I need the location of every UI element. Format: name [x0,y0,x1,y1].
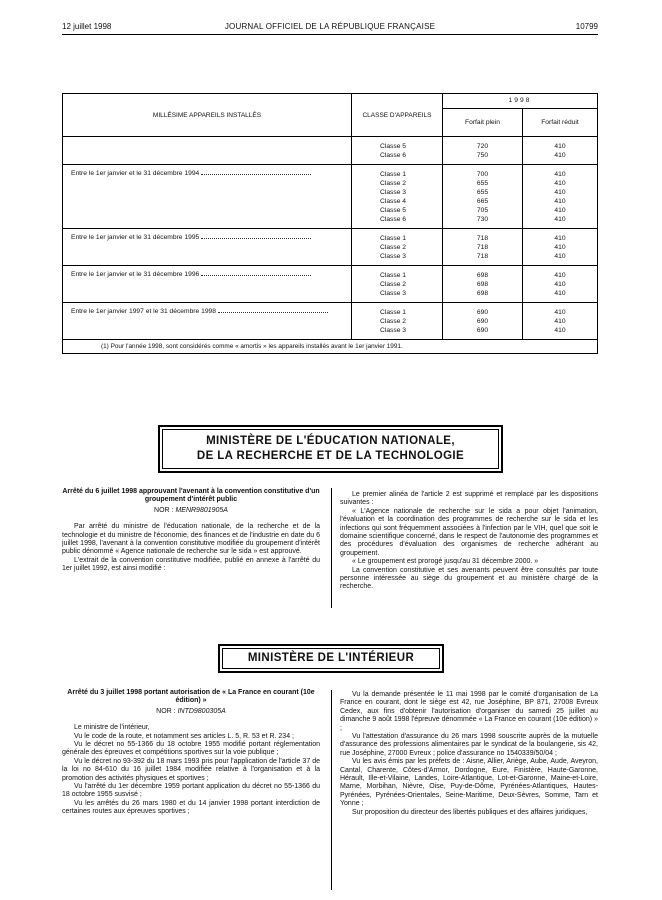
leader-dots [201,275,311,276]
reduit-value: 410 [554,235,566,242]
plein-value: 655 [476,180,489,187]
paragraph: Le premier alinéa de l'article 2 est supprimé et remplacé par les dispositions suivantes : [340,491,598,507]
class-value: Classe 3 [380,327,407,334]
plein-cell [443,266,523,303]
table-row [63,229,598,266]
plein-value: 720 [476,143,489,150]
table-row [63,165,598,229]
arrete1-title: Arrêté du 6 juillet 1998 approuvant l'avenant à la convention constitutive d'un groupement d'intérêt public [62,488,320,504]
plein-value: 730 [476,216,489,223]
paragraph: Vu l'attestation d'assurance du 26 mars 1998 souscrite auprès de la mutuelle d'assurance des professions alimentaires par le syndicat de la boulangerie, sis 42, rue Joséphine, 27000 Evreux ; police d'assurance no 1540339/50/04 ; [340,733,598,757]
plein-value: 750 [476,152,489,159]
class-value: Classe 1 [380,309,407,316]
reduit-value: 410 [554,152,566,159]
class-value: Classe 6 [380,216,407,223]
plein-value: 698 [476,290,489,297]
header-journal-title: JOURNAL OFFICIEL DE LA RÉPUBLIQUE FRANÇAISE [224,22,436,31]
class-value: Classe 2 [380,180,407,187]
ministry-interior-banner [218,644,444,673]
reduit-value: 410 [554,180,566,187]
period-label: Entre le 1er janvier 1997 et le 31 décembre 1998 [63,303,352,340]
paragraph: L'extrait de la convention constitutive modifiée, publié en annexe à l'arrêté du 1er juillet 1992, est ainsi modifié : [62,556,320,573]
arrete2-right-column [340,691,598,817]
class-value: Classe 1 [380,235,407,242]
arrete2-nor: NOR : INTD9800305A [156,707,226,715]
arrete1-left-text [62,523,320,573]
paragraph: « Le groupement est prorogé jusqu'au 31 décembre 2000. » [352,558,539,566]
reduit-value: 410 [554,309,566,316]
reduit-cell [523,229,598,266]
reduit-value: 410 [554,290,566,297]
reduit-cell [523,266,598,303]
leader-dots [201,174,311,175]
plein-cell [443,165,523,229]
class-value: Classe 2 [380,318,407,325]
reduit-cell [523,303,598,340]
plein-value: 690 [476,327,489,334]
col-header-reduit: Forfait réduit [523,108,598,136]
period-label [63,137,352,165]
period-label: Entre le 1er janvier et le 31 décembre 1995 [63,229,352,266]
paragraph: Vu les avis émis par les préfets de : Aisne, Allier, Ariège, Aube, Aude, Aveyron, Cantal, Charente, Côtes-d'Armor, Dordogne, Eure, Finistère, Haute-Garonne, Hérault, Ille-et-Vilaine, Landes, Loire-Atlantique, Lot-et-Garonne, Maine-et-Loire, Marne, Morbihan, Nièvre, Oise, Puy-de-Dôme, Pyrénées-Atlantiques, Hautes-Pyrénées, Pyrénées-Orientales, Seine-Maritime, Deux-Sèvres, Somme, Tarn et Yonne ; [340,758,598,808]
table-row [63,137,598,165]
paragraph: Vu l'arrêté du 1er décembre 1959 portant application du décret no 55-1366 du 18 octobre 1955 susvisé ; [62,783,320,799]
col-header-millesime: MILLÉSIME APPAREILS INSTALLÉS [63,94,352,137]
reduit-value: 410 [554,253,566,260]
leader-dots [218,312,328,313]
reduit-value: 410 [554,171,566,178]
column-separator [331,690,332,890]
header-rule [62,34,598,35]
plein-value: 698 [476,272,489,279]
plein-value: 718 [476,244,489,251]
reduit-value: 410 [554,244,566,251]
class-cell [352,165,443,229]
plein-value: 665 [476,198,489,205]
arrete1-left-column [62,488,320,574]
paragraph: Vu les arrêtés du 26 mars 1980 et du 14 janvier 1998 portant interdiction de certaines routes aux épreuves sportives ; [62,799,320,816]
reduit-value: 410 [554,143,566,150]
reduit-value: 410 [554,272,566,279]
arrete2-left-text [62,724,320,816]
plein-value: 690 [476,318,489,325]
paragraph: Vu le code de la route, et notamment ses articles L. 5, R. 53 et R. 234 ; [74,732,294,740]
class-value: Classe 1 [380,171,407,178]
arrete2-right-text [340,691,598,817]
arrete1-right-text [340,491,598,592]
ministry-education-line1: MINISTÈRE DE L'ÉDUCATION NATIONALE, [206,435,455,447]
class-value: Classe 1 [380,272,407,279]
reduit-value: 410 [554,318,566,325]
paragraph: Vu le décret no 93-392 du 18 mars 1993 pris pour l'application de l'article 37 de la loi no 84-610 du 16 juillet 1984 modifiée relative à l'organisation et à la promotion des activités physiques et sportives ; [62,757,320,782]
paragraph: « L'Agence nationale de recherche sur le sida a pour objet l'animation, l'évaluation et la coordination des programmes de recherche sur le sida et les infections qui sont fréquemment associées à l'infection par le VIH, quel que soit le domaine scientifique concerné, dans le respect de l'autonomie des programmes et des procédures d'évaluation des organismes de recherche adhérant au groupement. [340,507,598,557]
period-label: Entre le 1er janvier et le 31 décembre 1996 [63,266,352,303]
reduit-value: 410 [554,216,566,223]
col-header-classe: CLASSE D'APPAREILS [352,94,443,137]
plein-cell [443,303,523,340]
plein-value: 655 [476,189,489,196]
col-header-plein: Forfait plein [443,108,523,136]
class-value: Classe 5 [380,143,407,150]
header-page-number: 10799 [575,22,598,31]
class-value: Classe 3 [380,189,407,196]
table-body [63,137,598,340]
arrete2-title: Arrêté du 3 juillet 1998 portant autorisation de « La France en courant (10e édition) » [67,689,315,705]
plein-cell [443,137,523,165]
reduit-cell [523,165,598,229]
leader-dots [201,238,311,239]
table-row [63,303,598,340]
plein-value: 705 [476,207,489,214]
paragraph: Vu le décret no 55-1366 du 18 octobre 1955 modifié portant réglementation générale des épreuves et compétitions sportives sur la voie publique ; [62,741,320,757]
arrete1-nor: NOR : MENR9801905A [154,506,228,514]
ministry-education-line2: DE LA RECHERCHE ET DE LA TECHNOLOGIE [196,450,465,462]
paragraph: Vu la demande présentée le 11 mai 1998 par le comité d'organisation de La France en courant, dont le siège est 42, rue Joséphine, BP 871, 27008 Evreux Cedex, aux fins d'obtenir l'autorisation d'organiser du samedi 25 juillet au dimanche 9 août 1998 l'épreuve dénommée « La France en courant (10e édition) » ; [340,691,598,732]
class-cell [352,266,443,303]
plein-cell [443,229,523,266]
reduit-value: 410 [554,198,566,205]
column-separator [331,488,332,608]
header-date: 12 juillet 1998 [62,22,112,31]
table-row [63,266,598,303]
plein-value: 690 [476,309,489,316]
table-footnote: (1) Pour l'année 1998, sont considérés comme « amortis » les appareils installés avant le 1er janvier 1991. [63,340,598,354]
paragraph: Sur proposition du directeur des libertés publiques et des affaires juridiques, [352,808,588,816]
paragraph: Le ministre de l'intérieur, [74,724,150,732]
plein-value: 698 [476,281,489,288]
reduit-cell [523,137,598,165]
class-value: Classe 4 [380,198,407,205]
plein-value: 718 [476,235,489,242]
tariff-table [62,93,598,354]
paragraph: La convention constitutive et ses avenants peuvent être consultés par toute personne intéressée au siège du groupement et au ministère chargé de la recherche. [340,566,598,591]
class-value: Classe 2 [380,244,407,251]
period-label: Entre le 1er janvier et le 31 décembre 1994 [63,165,352,229]
reduit-value: 410 [554,207,566,214]
reduit-value: 410 [554,189,566,196]
ministry-education-banner [158,425,503,473]
col-header-year: 1998 [443,94,598,109]
class-cell [352,303,443,340]
reduit-value: 410 [554,281,566,288]
plein-value: 700 [476,171,489,178]
plein-value: 718 [476,253,489,260]
class-value: Classe 5 [380,207,407,214]
paragraph: Par arrêté du ministre de l'éducation nationale, de la recherche et de la technologie et du ministre de l'économie, des finances et de l'industrie en date du 6 juillet 1998, l'avenant à la convention constitutive modifiée du groupement d'intérêt public dénommé « Agence nationale de recherche sur le sida » est approuvé. [62,523,320,556]
class-value: Classe 3 [380,290,407,297]
arrete2-left-column [62,689,320,817]
class-cell [352,137,443,165]
ministry-interior-title: MINISTÈRE DE L'INTÉRIEUR [222,648,440,669]
arrete1-right-column [340,491,598,592]
class-value: Classe 3 [380,253,407,260]
class-value: Classe 6 [380,152,407,159]
class-value: Classe 2 [380,281,407,288]
reduit-value: 410 [554,327,566,334]
class-cell [352,229,443,266]
